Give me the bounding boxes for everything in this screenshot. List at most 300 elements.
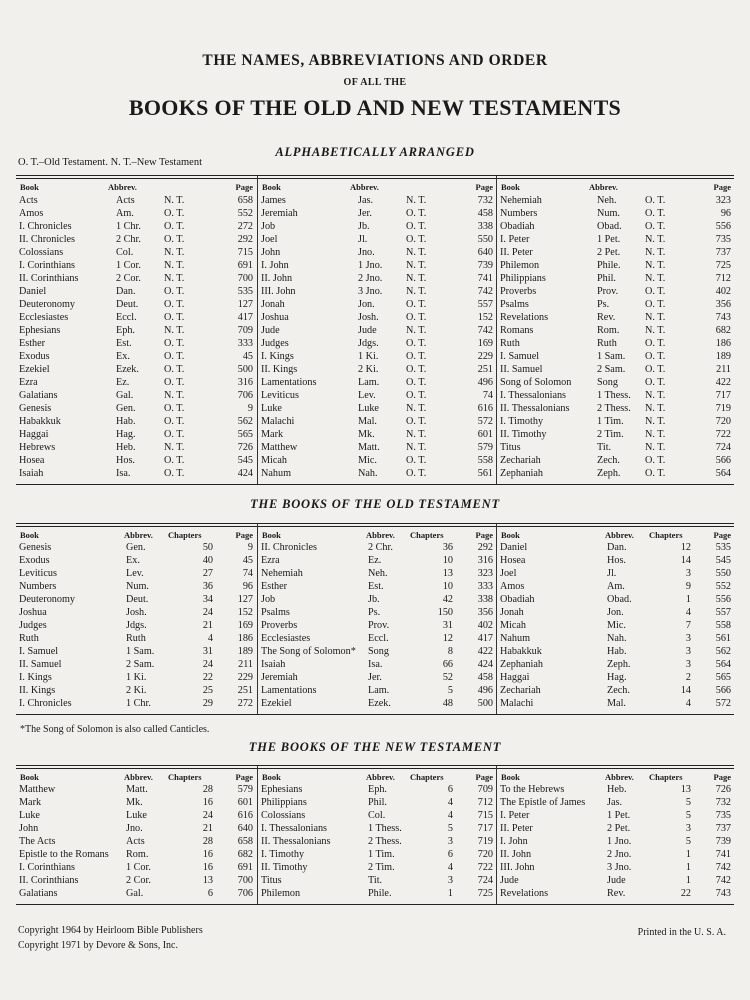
book-abbrev: 2 Ki.	[358, 364, 379, 375]
book-name: Ephesians	[19, 325, 61, 336]
book-name: Amos	[19, 208, 44, 219]
table-row	[497, 888, 735, 901]
alphabetical-table	[16, 175, 734, 485]
table-row	[16, 455, 257, 468]
book-page: 272	[237, 698, 253, 709]
book-page: 186	[237, 633, 253, 644]
book-chapters: 34	[202, 594, 213, 605]
book-testament: O. T.	[645, 299, 666, 310]
book-chapters: 5	[447, 685, 453, 696]
book-page: 739	[477, 260, 493, 271]
book-page: 96	[242, 581, 253, 592]
book-name: Exodus	[19, 555, 50, 566]
book-name: I. Chronicles	[19, 698, 72, 709]
table-row	[258, 888, 497, 901]
table-row	[497, 784, 735, 797]
table-column	[496, 524, 735, 714]
book-chapters: 4	[447, 797, 453, 808]
book-page: 601	[237, 797, 253, 808]
table-column	[257, 766, 497, 904]
header-book: Book	[262, 182, 281, 192]
book-page: 726	[237, 442, 253, 453]
book-abbrev: Obad.	[597, 221, 622, 232]
book-abbrev: 1 Thess.	[597, 390, 631, 401]
book-abbrev: Ezek.	[368, 698, 391, 709]
book-testament: O. T.	[406, 351, 427, 362]
book-testament: O. T.	[164, 338, 185, 349]
book-name: Zechariah	[500, 455, 541, 466]
book-abbrev: Phile.	[597, 260, 621, 271]
book-page: 737	[715, 823, 731, 834]
table-row	[16, 849, 257, 862]
book-abbrev: Eccl.	[368, 633, 389, 644]
book-page: 709	[477, 784, 493, 795]
book-name: Matthew	[19, 784, 56, 795]
book-name: The Song of Solomon*	[261, 646, 356, 657]
book-page: 422	[477, 646, 493, 657]
table-row	[16, 338, 257, 351]
book-page: 572	[715, 698, 731, 709]
book-name: Philemon	[500, 260, 540, 271]
book-name: Colossians	[261, 810, 306, 821]
book-testament: N. T.	[645, 390, 666, 401]
table-row	[258, 273, 497, 286]
book-name: Jude	[500, 875, 519, 886]
header-abbrev: Abbrev.	[605, 772, 634, 782]
book-page: 496	[477, 685, 493, 696]
book-abbrev: 2 Sam.	[597, 364, 626, 375]
book-abbrev: Jdgs.	[358, 338, 379, 349]
book-testament: O. T.	[645, 364, 666, 375]
book-abbrev: Gen.	[126, 542, 146, 553]
book-page: 189	[715, 351, 731, 362]
book-name: I. Peter	[500, 810, 530, 821]
table-row	[16, 208, 257, 221]
book-page: 402	[715, 286, 731, 297]
book-page: 717	[477, 823, 493, 834]
book-chapters: 4	[207, 633, 213, 644]
book-testament: N. T.	[645, 325, 666, 336]
book-page: 562	[237, 416, 253, 427]
book-name: Epistle to the Romans	[19, 849, 109, 860]
table-row	[258, 633, 497, 646]
book-abbrev: Neh.	[597, 195, 617, 206]
table-row	[16, 351, 257, 364]
table-row	[258, 555, 497, 568]
book-abbrev: 2 Pet.	[607, 823, 631, 834]
book-name: Ruth	[500, 338, 520, 349]
table-row	[258, 429, 497, 442]
book-page: 720	[715, 416, 731, 427]
page-title-line2: OF ALL THE	[343, 77, 407, 88]
book-name: II. Timothy	[261, 862, 308, 873]
book-testament: N. T.	[164, 247, 185, 258]
book-abbrev: 1 Jno.	[358, 260, 383, 271]
alpha-section-title: ALPHABETICALLY ARRANGED	[275, 145, 475, 159]
book-name: Exodus	[19, 351, 50, 362]
book-name: Habakkuk	[19, 416, 61, 427]
book-abbrev: Prov.	[368, 620, 390, 631]
book-abbrev: Dan.	[116, 286, 136, 297]
book-testament: O. T.	[164, 364, 185, 375]
book-name: I. Peter	[500, 234, 530, 245]
book-testament: O. T.	[164, 468, 185, 479]
book-page: 706	[237, 888, 253, 899]
book-testament: N. T.	[164, 325, 185, 336]
table-row	[16, 273, 257, 286]
book-testament: O. T.	[406, 416, 427, 427]
book-abbrev: 1 Cor.	[116, 260, 141, 271]
book-abbrev: 2 Cor.	[116, 273, 141, 284]
book-abbrev: Am.	[607, 581, 625, 592]
table-row	[497, 416, 735, 429]
header-book: Book	[20, 182, 39, 192]
book-abbrev: Zech.	[597, 455, 620, 466]
book-abbrev: Ps.	[368, 607, 381, 618]
book-abbrev: Isa.	[116, 468, 131, 479]
table-row	[258, 299, 497, 312]
book-abbrev: Nah.	[358, 468, 378, 479]
book-page: 658	[237, 195, 253, 206]
book-testament: N. T.	[645, 429, 666, 440]
book-name: I. Thessalonians	[261, 823, 328, 834]
header-book: Book	[501, 530, 520, 540]
book-chapters: 5	[685, 810, 691, 821]
book-page: 550	[715, 568, 731, 579]
table-row	[258, 442, 497, 455]
table-row	[16, 555, 257, 568]
header-page: Page	[475, 182, 493, 192]
book-abbrev: Ex.	[126, 555, 140, 566]
book-abbrev: 2 Ki.	[126, 685, 147, 696]
table-row	[497, 646, 735, 659]
book-page: 211	[238, 659, 253, 670]
book-testament: N. T.	[645, 273, 666, 284]
table-row	[16, 784, 257, 797]
book-name: I. Kings	[19, 672, 52, 683]
book-page: 152	[237, 607, 253, 618]
table-row	[258, 195, 497, 208]
book-abbrev: Ez.	[116, 377, 130, 388]
book-abbrev: Col.	[368, 810, 386, 821]
book-name: Obadiah	[500, 221, 535, 232]
book-page: 316	[237, 377, 253, 388]
book-name: Zephaniah	[500, 468, 543, 479]
book-chapters: 14	[680, 685, 691, 696]
book-chapters: 16	[202, 849, 213, 860]
table-row	[497, 364, 735, 377]
book-chapters: 21	[202, 620, 213, 631]
book-chapters: 2	[685, 672, 691, 683]
book-abbrev: Est.	[368, 581, 384, 592]
book-testament: N. T.	[164, 273, 185, 284]
book-page: 500	[477, 698, 493, 709]
book-testament: N. T.	[406, 286, 427, 297]
book-page: 743	[715, 888, 731, 899]
book-testament: N. T.	[406, 260, 427, 271]
table-row	[258, 646, 497, 659]
book-chapters: 36	[442, 542, 453, 553]
table-row	[258, 823, 497, 836]
book-abbrev: 2 Thess.	[368, 836, 402, 847]
book-testament: N. T.	[645, 260, 666, 271]
table-row	[497, 698, 735, 711]
table-row	[16, 568, 257, 581]
book-name: John	[19, 823, 39, 834]
book-chapters: 10	[442, 555, 453, 566]
book-page: 552	[715, 581, 731, 592]
book-chapters: 16	[202, 797, 213, 808]
book-testament: O. T.	[645, 221, 666, 232]
book-chapters: 9	[685, 581, 691, 592]
header-chapters: Chapters	[410, 530, 444, 540]
book-name: Esther	[19, 338, 46, 349]
printed-in-usa: Printed in the U. S. A.	[637, 927, 726, 938]
book-abbrev: 3 Jno.	[607, 862, 632, 873]
header-abbrev: Abbrev.	[366, 772, 395, 782]
book-name: Philippians	[261, 797, 307, 808]
book-abbrev: Song	[368, 646, 389, 657]
book-abbrev: Jb.	[358, 221, 370, 232]
table-row	[258, 286, 497, 299]
table-row	[497, 620, 735, 633]
book-page: 572	[477, 416, 493, 427]
book-page: 564	[715, 468, 731, 479]
book-testament: O. T.	[645, 377, 666, 388]
book-chapters: 1	[447, 888, 453, 899]
table-row	[16, 468, 257, 481]
book-testament: O. T.	[406, 312, 427, 323]
table-row	[497, 442, 735, 455]
book-page: 323	[715, 195, 731, 206]
book-testament: N. T.	[164, 195, 185, 206]
header-page: Page	[235, 182, 253, 192]
book-abbrev: 1 Tim.	[368, 849, 395, 860]
book-chapters: 5	[685, 797, 691, 808]
book-page: 579	[237, 784, 253, 795]
book-name: Jonah	[261, 299, 285, 310]
book-name: John	[261, 247, 281, 258]
table-row	[16, 416, 257, 429]
book-page: 556	[715, 221, 731, 232]
table-row	[258, 247, 497, 260]
book-abbrev: Hag.	[607, 672, 627, 683]
book-name: I. Kings	[261, 351, 294, 362]
book-name: Leviticus	[19, 568, 57, 579]
book-abbrev: Ezek.	[116, 364, 139, 375]
book-page: 417	[237, 312, 253, 323]
book-chapters: 1	[685, 594, 691, 605]
table-row	[497, 685, 735, 698]
book-abbrev: Ruth	[597, 338, 617, 349]
book-name: Psalms	[261, 607, 290, 618]
book-abbrev: Ez.	[368, 555, 382, 566]
book-page: 292	[237, 234, 253, 245]
old-testament-title: THE BOOKS OF THE OLD TESTAMENT	[250, 497, 500, 511]
table-row	[497, 672, 735, 685]
book-page: 720	[477, 849, 493, 860]
table-row	[497, 208, 735, 221]
book-page: 700	[237, 875, 253, 886]
book-name: Revelations	[500, 888, 549, 899]
book-chapters: 3	[685, 659, 691, 670]
book-abbrev: Isa.	[368, 659, 383, 670]
book-name: James	[261, 195, 286, 206]
book-chapters: 48	[442, 698, 453, 709]
book-abbrev: Tit.	[368, 875, 383, 886]
book-abbrev: 2 Sam.	[126, 659, 155, 670]
book-name: Philemon	[261, 888, 301, 899]
table-row	[497, 542, 735, 555]
book-name: Luke	[19, 810, 40, 821]
book-name: I. Samuel	[19, 646, 59, 657]
copyright-1964: Copyright 1964 by Heirloom Bible Publishers	[18, 925, 203, 936]
book-testament: O. T.	[164, 416, 185, 427]
book-abbrev: 2 Tim.	[368, 862, 395, 873]
book-testament: N. T.	[406, 273, 427, 284]
table-row	[258, 836, 497, 849]
book-chapters: 8	[447, 646, 453, 657]
book-name: Amos	[500, 581, 525, 592]
book-page: 564	[715, 659, 731, 670]
book-name: Psalms	[500, 299, 529, 310]
header-book: Book	[20, 530, 39, 540]
book-chapters: 12	[680, 542, 691, 553]
table-row	[16, 377, 257, 390]
book-abbrev: Hag.	[116, 429, 136, 440]
table-row	[16, 403, 257, 416]
table-row	[16, 325, 257, 338]
table-row	[258, 390, 497, 403]
book-page: 715	[477, 810, 493, 821]
book-testament: O. T.	[164, 208, 185, 219]
header-abbrev: Abbrev.	[124, 530, 153, 540]
header-abbrev: Abbrev.	[124, 772, 153, 782]
book-testament: O. T.	[164, 221, 185, 232]
table-row	[258, 797, 497, 810]
table-row	[497, 875, 735, 888]
book-abbrev: Num.	[126, 581, 149, 592]
book-abbrev: Num.	[597, 208, 620, 219]
book-abbrev: 2 Jno.	[607, 849, 632, 860]
book-name: Jeremiah	[261, 672, 298, 683]
book-chapters: 1	[685, 849, 691, 860]
book-name: Titus	[261, 875, 282, 886]
table-row	[258, 581, 497, 594]
book-abbrev: Nah.	[607, 633, 627, 644]
book-chapters: 25	[202, 685, 213, 696]
book-abbrev: Lam.	[358, 377, 380, 388]
table-column	[496, 766, 735, 904]
book-abbrev: Zech.	[607, 685, 630, 696]
book-name: Zephaniah	[500, 659, 543, 670]
book-abbrev: Matt.	[126, 784, 148, 795]
table-row	[16, 797, 257, 810]
table-row	[258, 312, 497, 325]
book-abbrev: Mk.	[358, 429, 375, 440]
book-name: Matthew	[261, 442, 298, 453]
book-page: 169	[477, 338, 493, 349]
table-row	[258, 862, 497, 875]
table-row	[497, 221, 735, 234]
book-page: 323	[477, 568, 493, 579]
book-testament: O. T.	[406, 390, 427, 401]
book-page: 565	[715, 672, 731, 683]
table-row	[497, 299, 735, 312]
book-page: 316	[477, 555, 493, 566]
book-page: 616	[237, 810, 253, 821]
book-chapters: 10	[442, 581, 453, 592]
book-testament: O. T.	[406, 455, 427, 466]
book-testament: O. T.	[164, 455, 185, 466]
table-row	[497, 633, 735, 646]
book-page: 45	[242, 351, 253, 362]
book-abbrev: Lev.	[126, 568, 144, 579]
book-testament: O. T.	[406, 364, 427, 375]
table-row	[258, 351, 497, 364]
header-abbrev: Abbrev.	[350, 182, 379, 192]
header-page: Page	[235, 530, 253, 540]
table-row	[258, 594, 497, 607]
book-page: 169	[237, 620, 253, 631]
book-name: Judges	[261, 338, 289, 349]
book-testament: N. T.	[164, 260, 185, 271]
table-row	[258, 416, 497, 429]
book-page: 552	[237, 208, 253, 219]
book-page: 535	[715, 542, 731, 553]
table-row	[16, 221, 257, 234]
table-row	[16, 646, 257, 659]
book-abbrev: Matt.	[358, 442, 380, 453]
table-row	[497, 862, 735, 875]
book-page: 272	[237, 221, 253, 232]
table-row	[258, 875, 497, 888]
table-row	[258, 568, 497, 581]
book-abbrev: Jon.	[358, 299, 375, 310]
book-abbrev: 2 Chr.	[368, 542, 393, 553]
table-row	[258, 403, 497, 416]
book-name: Lamentations	[261, 377, 317, 388]
book-name: Habakkuk	[500, 646, 542, 657]
book-name: II. Corinthians	[19, 875, 79, 886]
book-chapters: 13	[202, 875, 213, 886]
book-page: 726	[715, 784, 731, 795]
book-abbrev: Josh.	[126, 607, 147, 618]
book-name: III. John	[500, 862, 535, 873]
book-abbrev: Rev.	[597, 312, 616, 323]
header-page: Page	[475, 772, 493, 782]
book-testament: N. T.	[645, 416, 666, 427]
table-row	[258, 338, 497, 351]
book-abbrev: Heb.	[607, 784, 627, 795]
table-row	[258, 659, 497, 672]
book-chapters: 1	[685, 862, 691, 873]
header-book: Book	[20, 772, 39, 782]
table-row	[497, 325, 735, 338]
book-testament: O. T.	[164, 312, 185, 323]
book-page: 229	[237, 672, 253, 683]
header-abbrev: Abbrev.	[605, 530, 634, 540]
book-abbrev: Col.	[116, 247, 134, 258]
book-name: Nahum	[261, 468, 291, 479]
table-row	[16, 442, 257, 455]
table-row	[497, 195, 735, 208]
book-page: 127	[237, 594, 253, 605]
table-column	[257, 176, 497, 484]
book-abbrev: Jb.	[368, 594, 380, 605]
table-row	[497, 273, 735, 286]
book-page: 417	[477, 633, 493, 644]
